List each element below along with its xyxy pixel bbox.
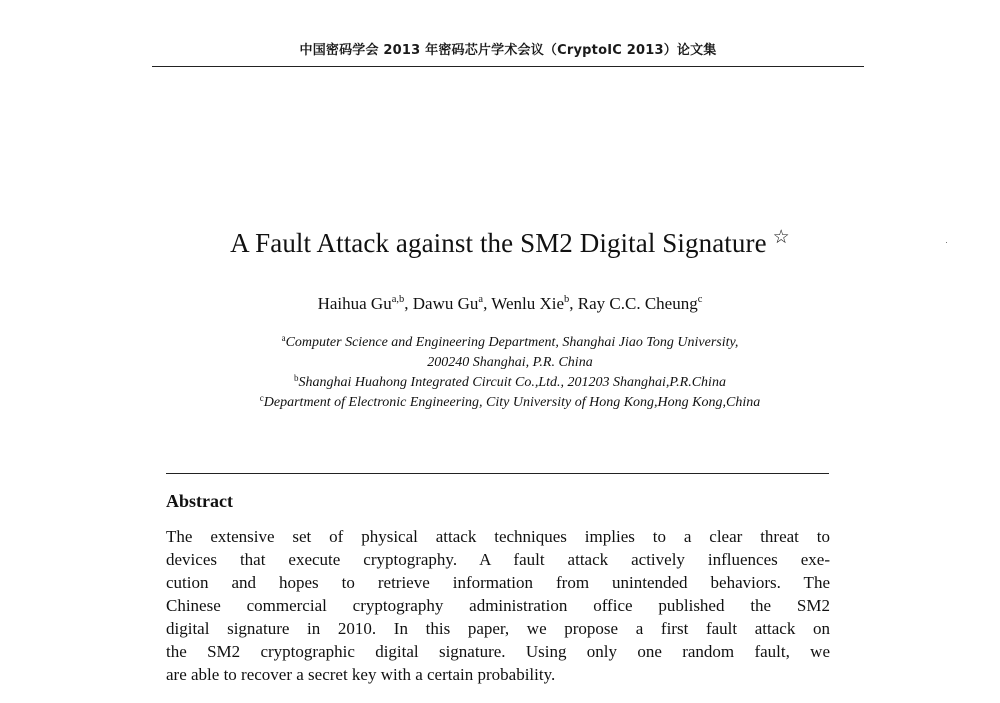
affiliation-line [150, 353, 870, 373]
affiliation-line [150, 373, 870, 393]
abstract-line: cution and hopes to retrieve information from unintended behaviors. The [166, 573, 830, 592]
author-name: Haihua Gu [317, 294, 392, 313]
title-footnote-star-icon: ☆ [772, 226, 790, 248]
author [491, 294, 578, 313]
affiliation-text: Department of Electronic Engineering, City University of Hong Kong,Hong Kong,China [263, 395, 761, 410]
affiliation-line [150, 333, 870, 353]
paper-title-text: A Fault Attack against the SM2 Digital Signature [230, 228, 767, 258]
author-affil-mark: c [697, 294, 703, 305]
abstract-line: are able to recover a secret key with a certain probability. [166, 665, 556, 684]
abstract-divider [166, 473, 829, 474]
affiliation-line [150, 393, 870, 413]
author-separator: , [483, 294, 492, 313]
affiliation-mark: c [259, 393, 264, 403]
author-list [160, 294, 860, 314]
affiliation-mark: a [281, 333, 286, 343]
affiliation-text: 200240 Shanghai, P.R. China [427, 355, 593, 370]
author-affil-mark: a [478, 294, 484, 305]
author-separator: , [569, 294, 578, 313]
abstract-body [166, 525, 830, 686]
affiliation-text: Shanghai Huahong Integrated Circuit Co.,Ltd., 201203 Shanghai,P.R.China [298, 375, 726, 390]
author-separator: , [404, 294, 413, 313]
paper-title [160, 226, 860, 259]
author-name: Wenlu Xie [491, 294, 565, 313]
abstract-line: The extensive set of physical attack techniques implies to a clear threat to [166, 527, 830, 546]
abstract-line: Chinese commercial cryptography administration office published the SM2 [166, 596, 830, 615]
author-name: Ray C.C. Cheung [577, 294, 698, 313]
running-header-text: 中国密码学会 2013 年密码芯片学术会议（CryptoIC 2013）论文集 [299, 43, 717, 58]
abstract-line: digital signature in 2010. In this paper, we propose a first fault attack on [166, 619, 830, 638]
affiliation-text: Computer Science and Engineering Department, Shanghai Jiao Tong University, [285, 335, 739, 350]
author [413, 294, 492, 313]
author-affil-mark: a,b [391, 294, 405, 305]
running-header [152, 36, 864, 67]
author-name: Dawu Gu [412, 294, 479, 313]
scan-speck [946, 242, 947, 243]
author-affil-mark: b [564, 294, 570, 305]
affiliation-mark: b [294, 373, 299, 383]
abstract-heading: Abstract [166, 491, 233, 511]
abstract-line: the SM2 cryptographic digital signature. Using only one random fault, we [166, 642, 830, 661]
abstract-line: devices that execute cryptography. A fault attack actively influences exe- [166, 550, 830, 569]
author [318, 294, 413, 313]
affiliations [150, 333, 870, 413]
author [578, 294, 703, 313]
